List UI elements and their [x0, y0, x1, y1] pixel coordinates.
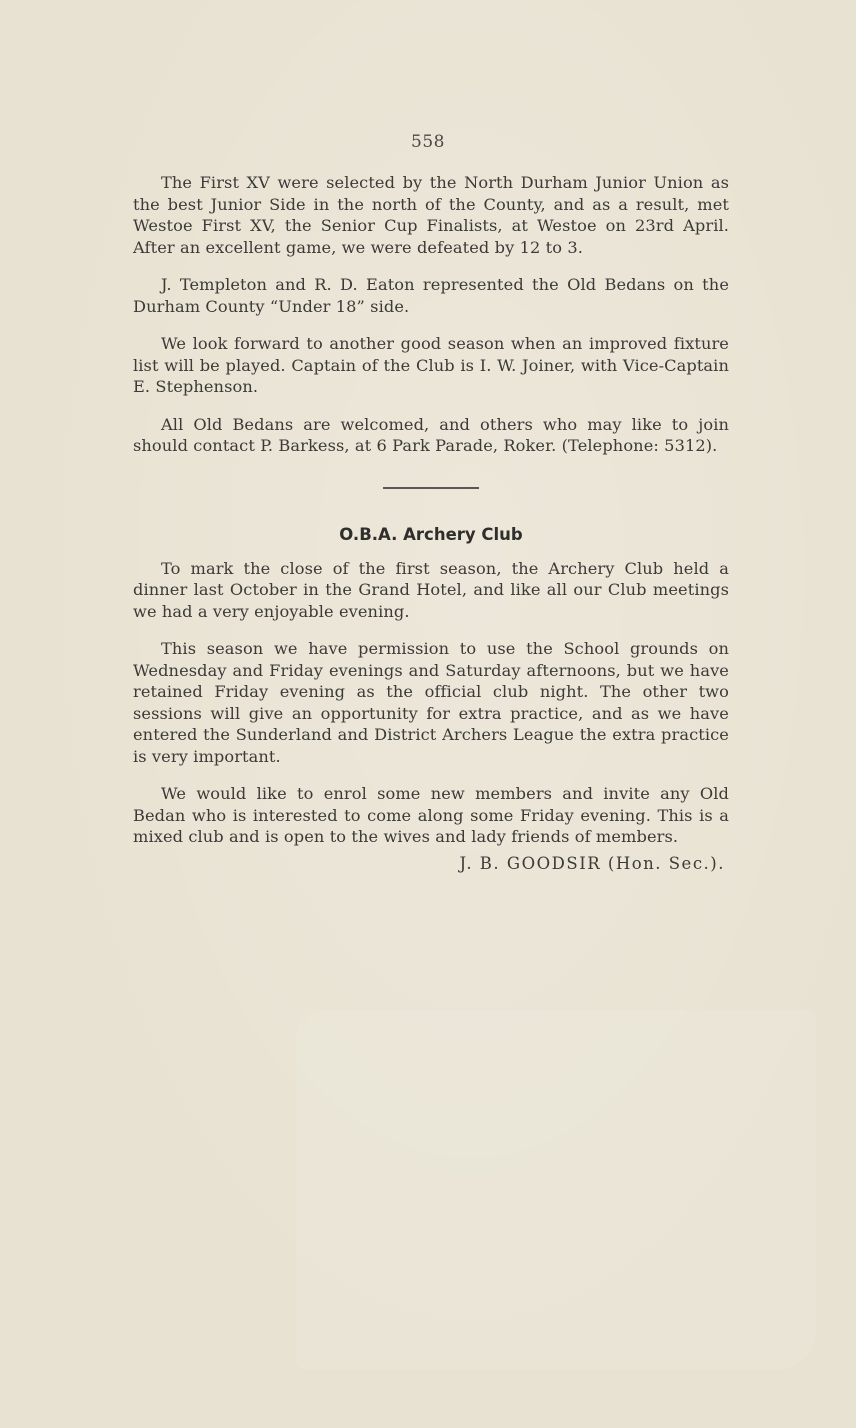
archery-section: [133, 525, 729, 873]
archery-heading: O.B.A. Archery Club: [339, 524, 523, 544]
archery-paragraph-3: We would like to enrol some new members and invite any Old Bedan who is interested to come along some Friday evening. This is a mixed club and is open to the wives and lady friends of members.: [133, 784, 729, 846]
page-number: 558: [411, 132, 445, 152]
archery-paragraph-2: This season we have permission to use the School grounds on Wednesday and Friday evenings and Saturday afternoons, but we have retained Friday evening as the official club night. The other two sessions will give an opportunity for extra practice, and as we have entered the Sunderland and District Archers League the extra practice is very important.: [133, 639, 729, 766]
rugby-section: [133, 172, 729, 457]
rugby-paragraph-2: J. Templeton and R. D. Eaton represented the Old Bedans on the Durham County “Under 18” side.: [133, 275, 729, 316]
section-divider: [383, 487, 479, 489]
rugby-paragraph-1: The First XV were selected by the North Durham Junior Union as the best Junior Side in the north of the County, and as a result, met Westoe First XV, the Senior Cup Finalists, at Westoe on 23rd April. After an excellent game, we were defeated by 12 to 3.: [133, 173, 729, 257]
signature: J. B. GOODSIR (Hon. Sec.).: [459, 853, 725, 873]
article-body: [133, 172, 729, 873]
paper-stain: [296, 1010, 816, 1370]
rugby-paragraph-3: We look forward to another good season when an improved fixture list will be played. Captain of the Club is I. W. Joiner, with Vice-Captain E. Stephenson.: [133, 334, 729, 396]
archery-paragraph-1: To mark the close of the first season, the Archery Club held a dinner last October in the Grand Hotel, and like all our Club meetings we had a very enjoyable evening.: [133, 558, 729, 621]
rugby-paragraph-4: All Old Bedans are welcomed, and others who may like to join should contact P. Barkess, at 6 Park Parade, Roker. (Telephone: 5312).: [133, 414, 729, 455]
